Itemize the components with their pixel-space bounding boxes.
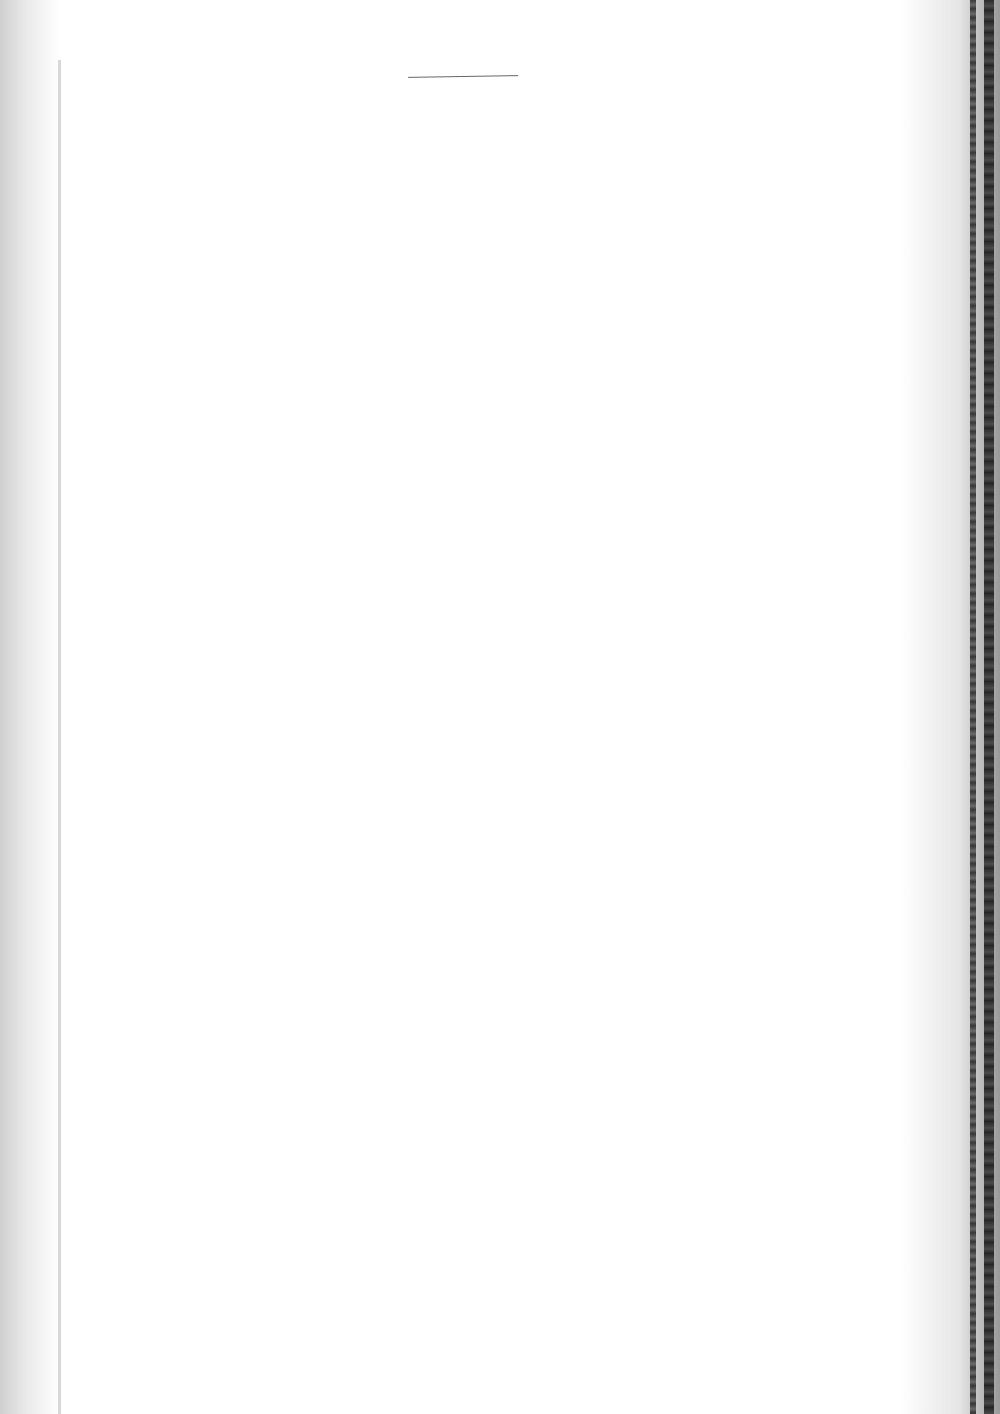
page-fold [58,60,61,1414]
page-header [230,28,840,58]
entry-top [78,58,848,70]
book-spine [984,0,994,1414]
divider-rule [408,75,518,78]
text-column [78,58,848,83]
left-gutter-shadow [0,0,60,1414]
binding-edge [970,0,976,1414]
